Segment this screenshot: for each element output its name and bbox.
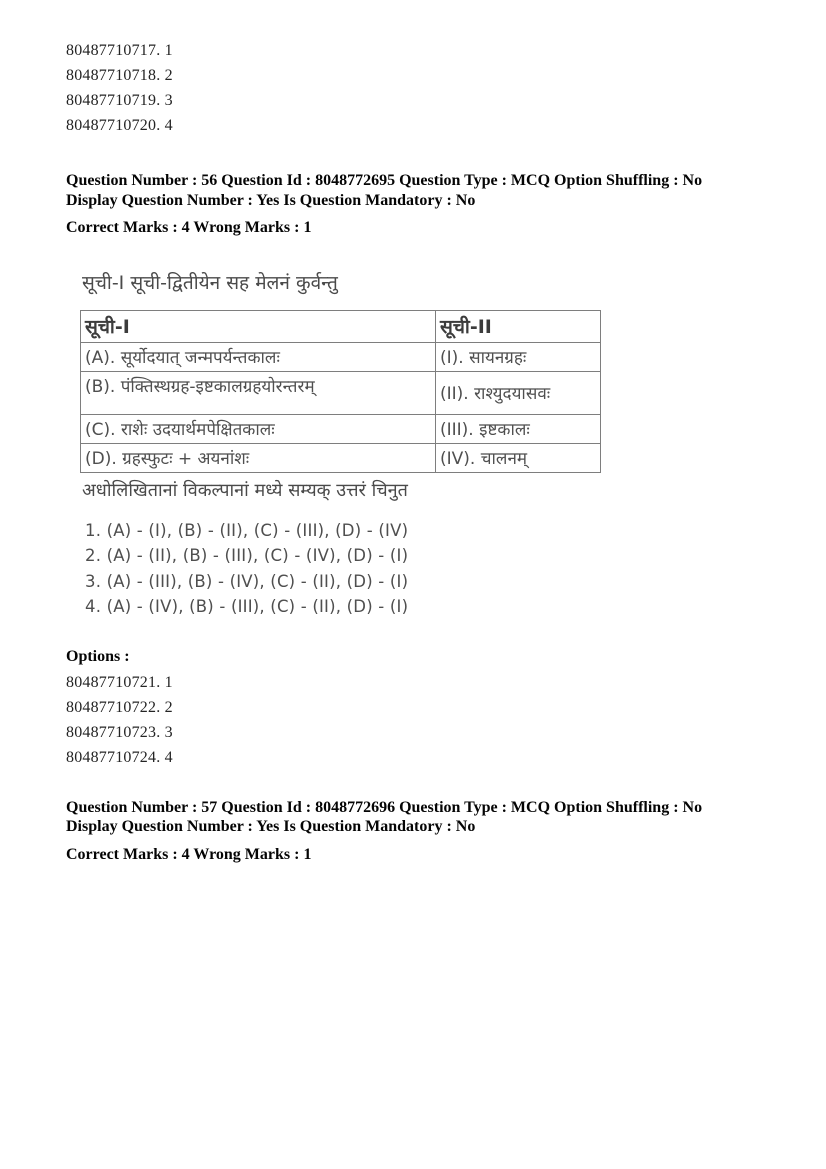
question-56-body [82,270,766,620]
answer-choice-4: 4. (A) - (IV), (B) - (III), (C) - (II), (D) - (I) [85,597,409,616]
question-57-block [66,798,766,865]
prev-question-option-ids [66,38,766,138]
list2-header: सूची-II [436,310,601,342]
list1-header: सूची-I [81,310,436,342]
list1-item-a: (A). सूर्योदयात् जन्मपर्यन्तकालः [81,342,436,371]
option-id-line: 80487710720. 4 [66,117,173,134]
table-row [81,414,601,443]
list1-item-b: (B). पंक्तिस्थग्रह-इष्टकालग्रहयोरन्तरम् [81,371,436,414]
answer-choice-3: 3. (A) - (III), (B) - (IV), (C) - (II), (D) - (I) [85,571,409,591]
option-id-line: 80487710723. 3 [66,723,173,741]
table-header-row [81,310,601,342]
option-id-line: 80487710721. 1 [66,673,173,691]
option-id-line: 80487710717. 1 [66,42,173,59]
table-row [81,342,601,371]
question-meta-line: Display Question Number : Yes Is Question Mandatory : No [66,191,476,209]
question-intro-text: सूची-I सूची-द्वितीयेन सह मेलनं कुर्वन्तु [82,271,338,294]
list2-item-i: (I). सायनग्रहः [436,342,601,371]
answer-choice-2: 2. (A) - (II), (B) - (III), (C) - (IV), (D) - (I) [85,546,409,565]
answer-choices [85,518,766,620]
list2-item-iv: (IV). चालनम् [436,443,601,472]
option-id-line: 80487710724. 4 [66,748,173,766]
list2-item-iii: (III). इष्टकालः [436,414,601,443]
question-56-block [66,171,766,770]
table-row [81,443,601,472]
option-id-line: 80487710722. 2 [66,698,173,716]
option-id-line: 80487710719. 3 [66,92,173,109]
table-row [81,371,601,414]
option-id-line: 80487710718. 2 [66,67,173,84]
list1-item-c: (C). राशेः उदयार्थमपेक्षितकालः [81,414,436,443]
question-meta-line: Display Question Number : Yes Is Question Mandatory : No [66,818,476,835]
question-56-option-ids [66,670,766,770]
question-meta-line: Question Number : 57 Question Id : 8048772696 Question Type : MCQ Option Shuffling : No [66,798,703,816]
question-57-metadata [66,798,766,865]
match-the-list-table [80,310,601,473]
answer-choice-1: 1. (A) - (I), (B) - (II), (C) - (III), (D) - (IV) [85,520,409,540]
question-meta-line: Question Number : 56 Question Id : 8048772695 Question Type : MCQ Option Shuffling : No [66,172,703,189]
question-56-metadata [66,171,766,238]
question-marks-line: Correct Marks : 4 Wrong Marks : 1 [66,219,312,236]
question-instruction-text: अधोलिखितानां विकल्पानां मध्ये सम्यक् उत्तरं चिनुत [82,479,408,501]
list1-item-d: (D). ग्रहस्फुटः + अयनांशः [81,443,436,472]
list2-item-ii: (II). राश्युदयासवः [436,371,601,414]
question-marks-line: Correct Marks : 4 Wrong Marks : 1 [66,845,312,863]
options-label: Options : [66,647,130,665]
